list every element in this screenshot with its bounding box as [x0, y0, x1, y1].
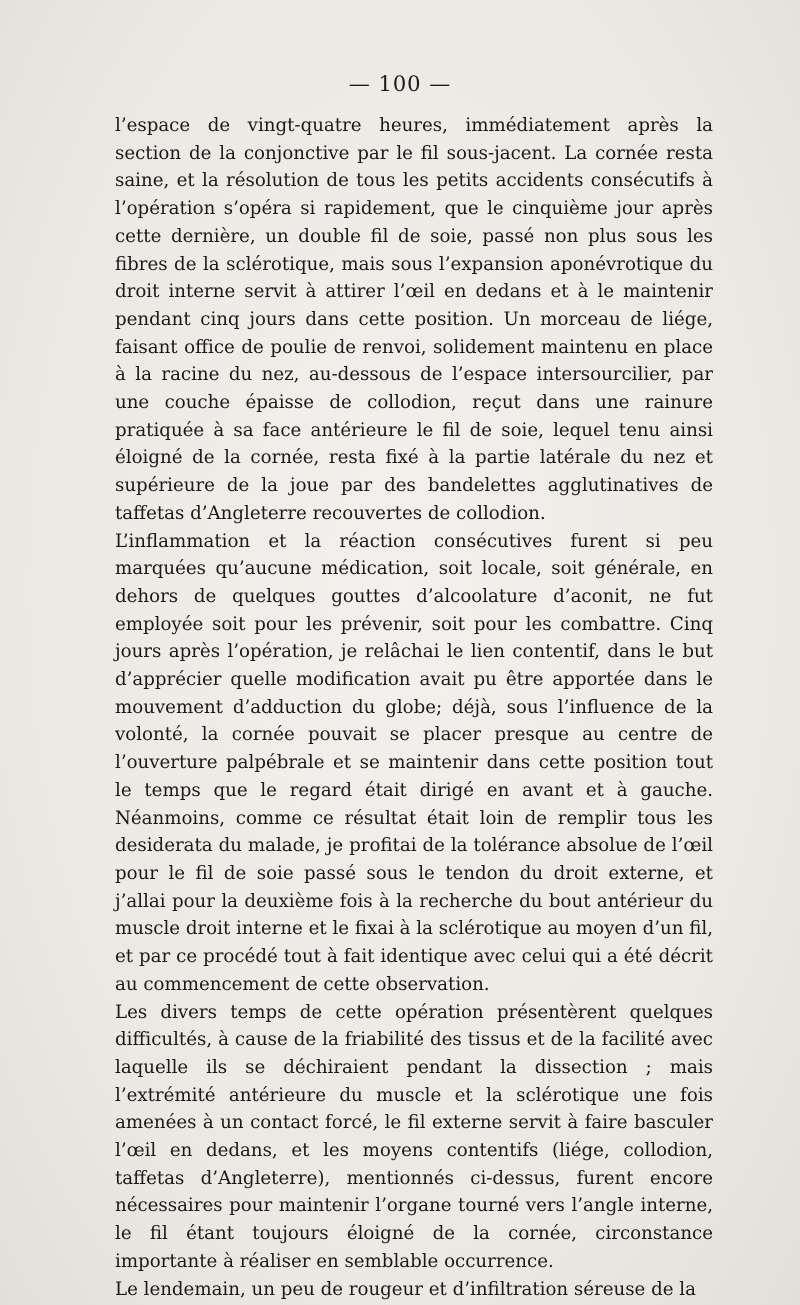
page-number: — 100 —	[348, 72, 452, 96]
paragraph-1: l’espace de vingt-quatre heures, immédiatement après la section de la conjonctive par le fil sous-jacent. La cornée resta saine, et la résolution de tous les petits accidents consécutifs à l’opération s’opéra si rapidement, que le cinquième jour après cette dernière, un double fil de soie, passé non plus sous les fibres de la sclérotique, mais sous l’expansion aponévrotique du droit interne servit à attirer l’œil en dedans et à le maintenir pendant cinq jours dans cette position. Un morceau de liége, faisant office de poulie de renvoi, solidement maintenu en place à la racine du nez, au-dessous de l’espace intersourcilier, par une couche épaisse de collodion, reçut dans une rainure pratiquée à sa face antérieure le fil de soie, lequel tenu ainsi éloigné de la cornée, resta fixé à la partie latérale du nez et supérieure de la joue par des bandelettes agglutinatives de taffetas d’Angleterre recouvertes de collodion.	[115, 115, 713, 524]
paragraph-2: L’inflammation et la réaction consécutives furent si peu marquées qu’aucune médication, soit locale, soit générale, en dehors de quelques gouttes d’alcoolature d’aconit, ne fut employée soit pour les prévenir, soit pour les combattre. Cinq jours après l’opération, je relâchai le lien contentif, dans le but d’apprécier quelle modification avait pu être apportée dans le mouvement d’adduction du globe; déjà, sous l’influence de la volonté, la cornée pouvait se placer presque au centre de l’ouverture palpébrale et se maintenir dans cette position tout le temps que le regard était dirigé en avant et à gauche. Néanmoins, comme ce résultat était loin de remplir tous les desiderata du malade, je profitai de la tolérance absolue de l’œil pour le fil de soie passé sous le tendon du droit externe, et j’allai pour la deuxième fois à la recherche du bout antérieur du muscle droit interne et le fixai à la sclérotique au moyen d’un fil, et par ce procédé tout à fait identique avec celui qui a été décrit au commencement de cette observation.	[115, 530, 713, 995]
body-text	[115, 112, 713, 1303]
paragraph-3: Les divers temps de cette opération présentèrent quelques difficultés, à cause de la friabilité des tissus et de la facilité avec laquelle ils se déchiraient pendant la dissection ; mais l’extrémité antérieure du muscle et la sclérotique une fois amenées à un contact forcé, le fil externe servit à faire basculer l’œil en dedans, et les moyens contentifs (liége, collodion, taffetas d’Angleterre), mentionnés ci-dessus, furent encore nécessaires pour maintenir l’organe tourné vers l’angle interne, le fil étant toujours éloigné de la cornée, circonstance importante à réaliser en semblable occurrence.	[115, 1001, 713, 1272]
paragraph-4: Le lendemain, un peu de rougeur et d’infiltration séreuse de la	[115, 1278, 696, 1300]
